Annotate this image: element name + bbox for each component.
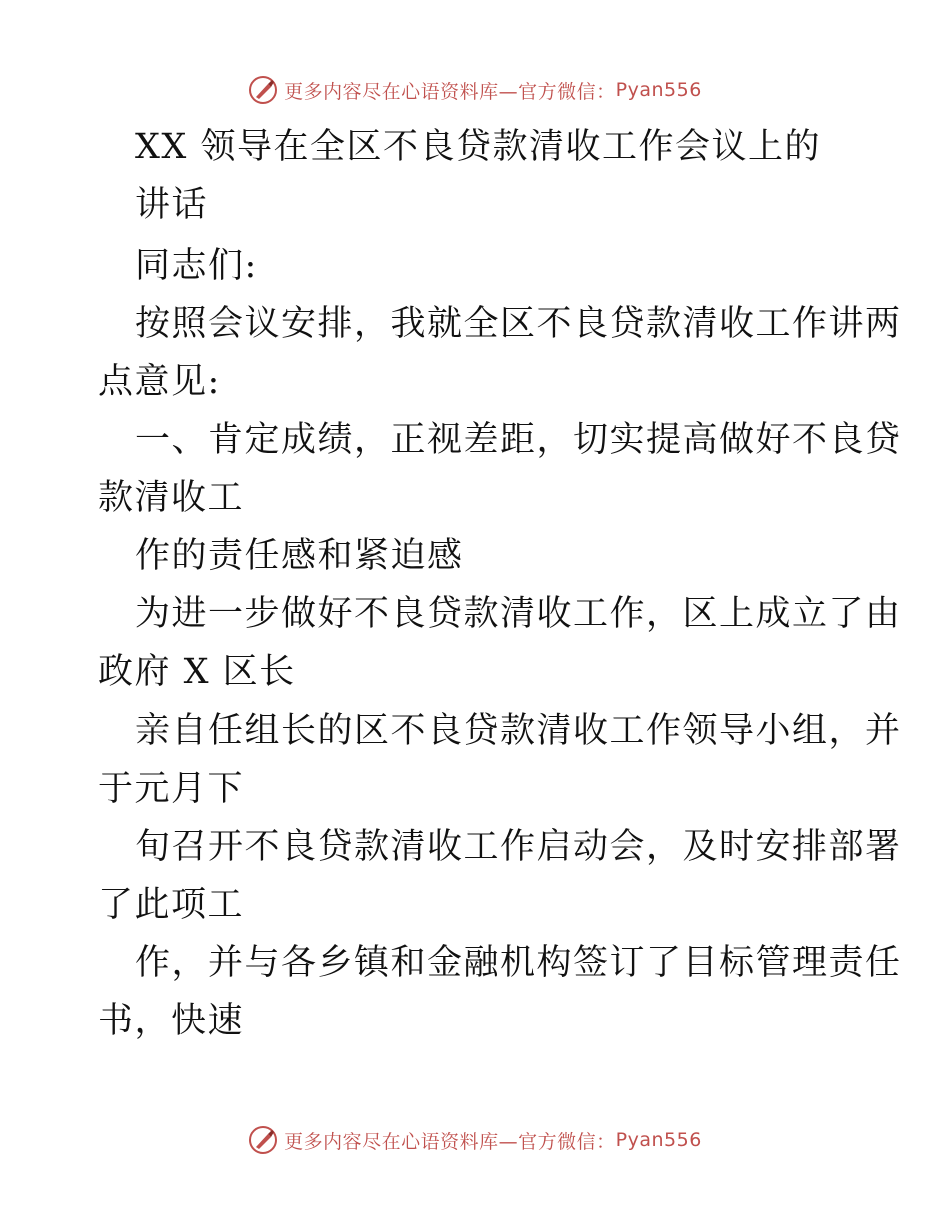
- section-heading-line: 款清收工: [98, 478, 245, 518]
- section-heading-line: 一、肯定成绩，正视差距，切实提高做好不良贷: [135, 420, 902, 460]
- doc-title-line-1: XX 领导在全区不良贷款清收工作会议上的: [135, 127, 821, 167]
- watermark-handle: Pyan556: [615, 79, 702, 101]
- doc-title-line-2: 讲话: [135, 185, 209, 225]
- quill-logo-icon: [248, 1125, 278, 1155]
- paragraph-line: 了此项工: [98, 885, 245, 925]
- paragraph-line: 书，快速: [98, 1001, 245, 1041]
- paragraph-line: 亲自任组长的区不良贷款清收工作领导小组，并: [135, 711, 902, 751]
- salutation: 同志们:: [135, 246, 258, 286]
- watermark-text: 更多内容尽在心语资料库—官方微信：: [284, 80, 616, 103]
- paragraph-line: 点意见:: [98, 362, 221, 402]
- watermark-footer: [0, 1120, 950, 1160]
- paragraph-line: 旬召开不良贷款清收工作启动会，及时安排部署: [135, 827, 902, 867]
- watermark-handle: Pyan556: [615, 1129, 702, 1151]
- paragraph-line: 作，并与各乡镇和金融机构签订了目标管理责任: [135, 943, 902, 983]
- section-heading-line: 作的责任感和紧迫感: [135, 536, 464, 576]
- paragraph-line: 按照会议安排，我就全区不良贷款清收工作讲两: [135, 304, 902, 344]
- watermark-text: 更多内容尽在心语资料库—官方微信：: [284, 1130, 616, 1153]
- paragraph-line: 于元月下: [98, 769, 245, 809]
- paragraph-line: 政府 X 区长: [98, 652, 296, 692]
- paragraph-line: 为进一步做好不良贷款清收工作，区上成立了由: [135, 594, 902, 634]
